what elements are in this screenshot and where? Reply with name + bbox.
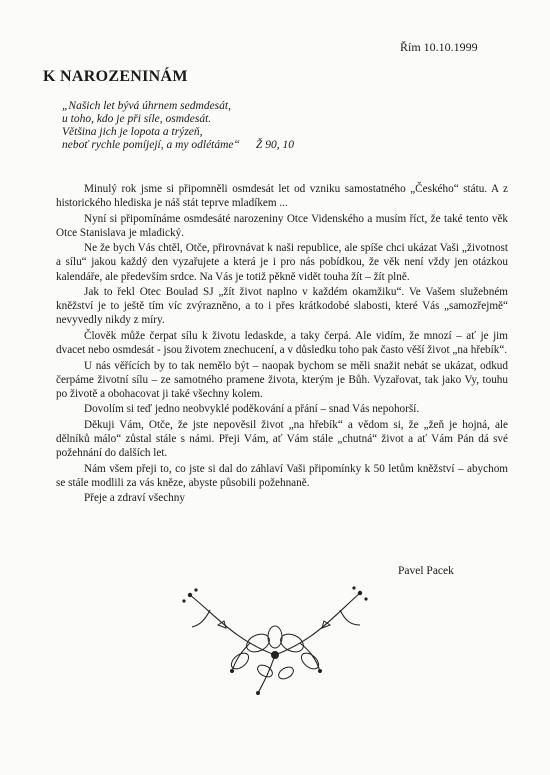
- paragraph: Nyní si připomínáme osmdesáté narozeniny Otce Videnského a musím říct, že také tento věk Otce Stanislava je mladický.: [56, 212, 508, 239]
- paragraph: U nás věřících by to tak nemělo být – naopak bychom se měli snažit nebát se ukázat, odkud čerpáme životní sílu – ze samotného pramene života, kterým je Bůh. Vyzařovat, tak jako Vy, touhu po životě a obohacovat ji také všechny kolem.: [56, 359, 508, 400]
- epigraph-line: Většina jich je lopota a trýzeň,: [62, 126, 203, 138]
- epigraph-line: „Našich let bývá úhrnem sedmdesát,: [62, 100, 231, 112]
- letter-body: [56, 182, 508, 507]
- paragraph: Přeje a zdraví všechny: [84, 492, 185, 505]
- paragraph: Dovolím si teď jedno neobvyklé poděkování a přání – snad Vás nepohorší.: [84, 403, 420, 416]
- paragraph: Jak to řekl Otec Boulad SJ „žít život naplno v každém okamžiku“. Ve Vašem služebném kněžství je to ještě tím víc zvýrazněno, a to i přes krátkodobé slabosti, které Vás „samozřejmě“ nevyvedly nikdy z míry.: [56, 286, 508, 327]
- paragraph: Člověk může čerpat sílu k životu ledaskde, a taky čerpá. Ale vidím, že mnozí – ať je jim dvacet nebo osmdesát - jsou životem znechucení, a v důsledku toho pak často věší život „na hřebík“.: [56, 329, 508, 357]
- paragraph: Děkuji Vám, Otče, že jste nepověsil život „na hřebík“ a vědom si, že „žeň je hojná, ale dělníků málo“ zůstal stále s námi. Přeji Vám, ať Vám stále „chutná“ život a ať Vám Pán dá své požehnání do dalších let.: [56, 419, 508, 460]
- paragraph: Minulý rok jsme si připomněli osmdesát let od vzniku samostatného „Českého“ státu. A z historického hlediska je náš stát teprve mladíkem ...: [56, 183, 508, 210]
- epigraph-line-text: neboť rychle pomíjejí, a my odlétáme“: [62, 139, 240, 151]
- epigraph-line: u toho, kdo je při síle, osmdesát.: [62, 113, 212, 125]
- epigraph-source: Ž 90, 10: [255, 139, 294, 151]
- letter-date: Řím 10.10.1999: [400, 40, 478, 54]
- page-title: K NAROZENINÁM: [43, 68, 188, 85]
- signature: Pavel Pacek: [398, 565, 454, 577]
- floral-ornament-icon: [170, 585, 380, 700]
- epigraph-line: [62, 139, 294, 152]
- epigraph: [62, 100, 294, 152]
- paragraph: Nám všem přeji to, co jste si dal do záhlaví Vaši připomínky k 50 letům kněžství – abychom se stále modlili za vás kněze, abyste působili požehnaně.: [56, 462, 508, 489]
- paragraph: Ne že bych Vás chtěl, Otče, přirovnávat k naši republice, ale spíše chci ukázat Vaši „životnost a sílu“ jakou každý den vyzařujete a která je i pro nás pobídkou, že věk není vždy jen otázkou kalendáře, ale především srdce. Na Vás je totiž pěkně vidět touha žít – žít plně.: [56, 242, 508, 283]
